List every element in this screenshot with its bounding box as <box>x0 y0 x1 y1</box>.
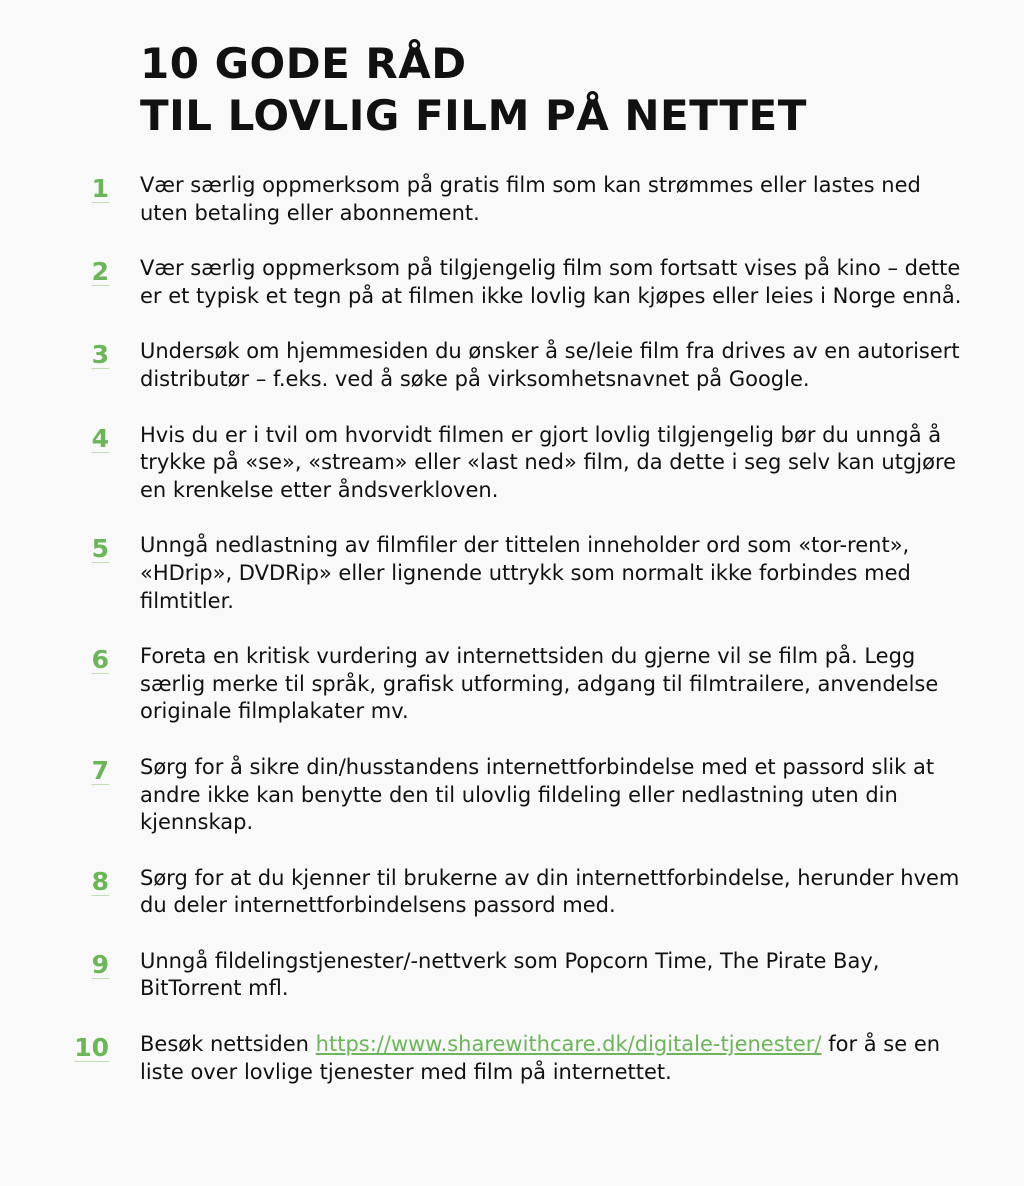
tip-number: 5 <box>91 534 109 564</box>
tip-item-1 <box>0 172 1024 227</box>
tip-item-5 <box>0 532 1024 615</box>
tip-text: Sørg for å sikre din/husstandens internettforbindelse med et passord slik at andre ikke kan benytte den til ulovlig fildeling eller nedlastning uten din kjennskap. <box>140 754 935 835</box>
tip-number: 7 <box>91 755 109 785</box>
tip-text: Foreta en kritisk vurdering av internettsiden du gjerne vil se film på. Legg særlig merke til språk, grafisk utforming, adgang til filmtrailere, anvendelse originale filmplakater mv. <box>140 644 939 724</box>
title-line-2: TIL LOVLIG FILM PÅ NETTET <box>140 91 807 140</box>
tip-text: Unngå nedlastning av filmfiler der tittelen inneholder ord som «tor-rent», «HDrip», DVDRip» eller lignende uttrykk som normalt ikke forbindes med filmtitler. <box>140 533 911 613</box>
tip-number: 6 <box>91 645 109 675</box>
tip-text-after: for å se en liste over lovlige tjenester med film på internettet. <box>140 1032 941 1084</box>
tip-text: Sørg for at du kjenner til brukerne av din internettforbindelse, herunder hvem du deler internettforbindelsens passord med. <box>140 865 960 918</box>
tip-number: 4 <box>91 423 109 453</box>
tip-text: Hvis du er i tvil om hvorvidt filmen er gjort lovlig tilgjengelig bør du unngå å trykke på «se», «stream» eller «last ned» film, da dette i seg selv kan utgjøre en krenkelse etter åndsverkloven. <box>140 422 957 502</box>
title-line-1: 10 GODE RÅD <box>140 39 467 88</box>
tip-number: 1 <box>91 174 109 203</box>
tip-item-8 <box>0 865 1024 920</box>
tip-text: Vær særlig oppmerksom på gratis film som kan strømmes eller lastes ned uten betaling eller abonnement. <box>140 173 921 225</box>
tip-number: 10 <box>74 1033 109 1063</box>
tips-list <box>0 172 1024 1086</box>
tip-item-4 <box>0 422 1024 505</box>
tip-item-9 <box>0 948 1024 1003</box>
tip-number: 8 <box>91 866 109 896</box>
tip-item-7 <box>0 754 1024 837</box>
tip-number: 2 <box>91 257 109 287</box>
page-title <box>140 38 807 142</box>
tip-text: Undersøk om hjemmesiden du ønsker å se/leie film fra drives av en autorisert distributør – f.eks. ved å søke på virksomhetsnavnet på Google. <box>140 339 960 391</box>
tip-number: 3 <box>91 340 109 370</box>
sharewithcare-link[interactable]: https://www.sharewithcare.dk/digitale-tjenester/ <box>315 1032 822 1057</box>
tip-text: Unngå fildelingstjenester/-nettverk som Popcorn Time, The Pirate Bay, BitTorrent mfl. <box>140 948 880 1001</box>
tip-number: 9 <box>91 949 109 979</box>
tip-item-6 <box>0 643 1024 726</box>
tip-text <box>140 1031 964 1086</box>
tip-text-before: Besøk nettsiden <box>140 1032 316 1057</box>
tip-item-3 <box>0 338 1024 393</box>
tip-item-2 <box>0 255 1024 310</box>
tip-text: Vær særlig oppmerksom på tilgjengelig film som fortsatt vises på kino – dette er et typisk et tegn på at filmen ikke lovlig kan kjøpes eller leies i Norge ennå. <box>140 256 962 308</box>
tip-item-10 <box>0 1031 1024 1086</box>
